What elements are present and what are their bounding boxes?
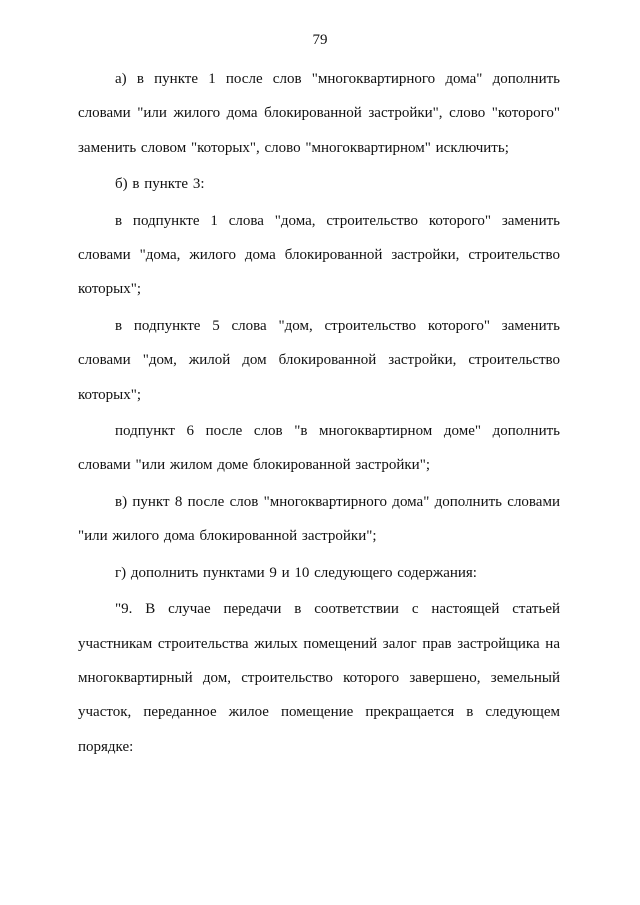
- paragraph-subitem-6: подпункт 6 после слов "в многоквартирном доме" дополнить словами "или жилом доме блокированной застройки";: [78, 423, 560, 474]
- paragraph-amend-v: в) пункт 8 после слов "многоквартирного дома" дополнить словами "или жилого дома блокированной застройки";: [78, 493, 560, 545]
- paragraph-amend-b-heading: б) в пункте 3:: [115, 176, 205, 193]
- paragraph-amend-a: а) в пункте 1 после слов "многоквартирного дома" дополнить словами "или жилого дома блокированной застройки", слово "которого" заменить словом "которых", слово "многоквартирном" исключить;: [78, 71, 560, 156]
- paragraph-subitem-1: в подпункте 1 слова "дома, строительство которого" заменить словами "дома, жилого дома блокированной застройки, строительство которых";: [78, 212, 560, 298]
- document-body: [78, 62, 560, 766]
- paragraph-point-9: "9. В случае передачи в соответствии с настоящей статьей участникам строительства жилых помещений залог прав застройщика на многоквартирный дом, строительство которого завершено, земельный участок, переданное жилое помещение прекращается в следующем порядке:: [78, 601, 560, 755]
- paragraph-subitem-5: в подпункте 5 слова "дом, строительство которого" заменить словами "дом, жилой дом блокированной застройки, строительство которых";: [78, 317, 560, 403]
- page-number: 79: [312, 32, 328, 48]
- paragraph-amend-g: г) дополнить пунктами 9 и 10 следующего содержания:: [115, 564, 477, 581]
